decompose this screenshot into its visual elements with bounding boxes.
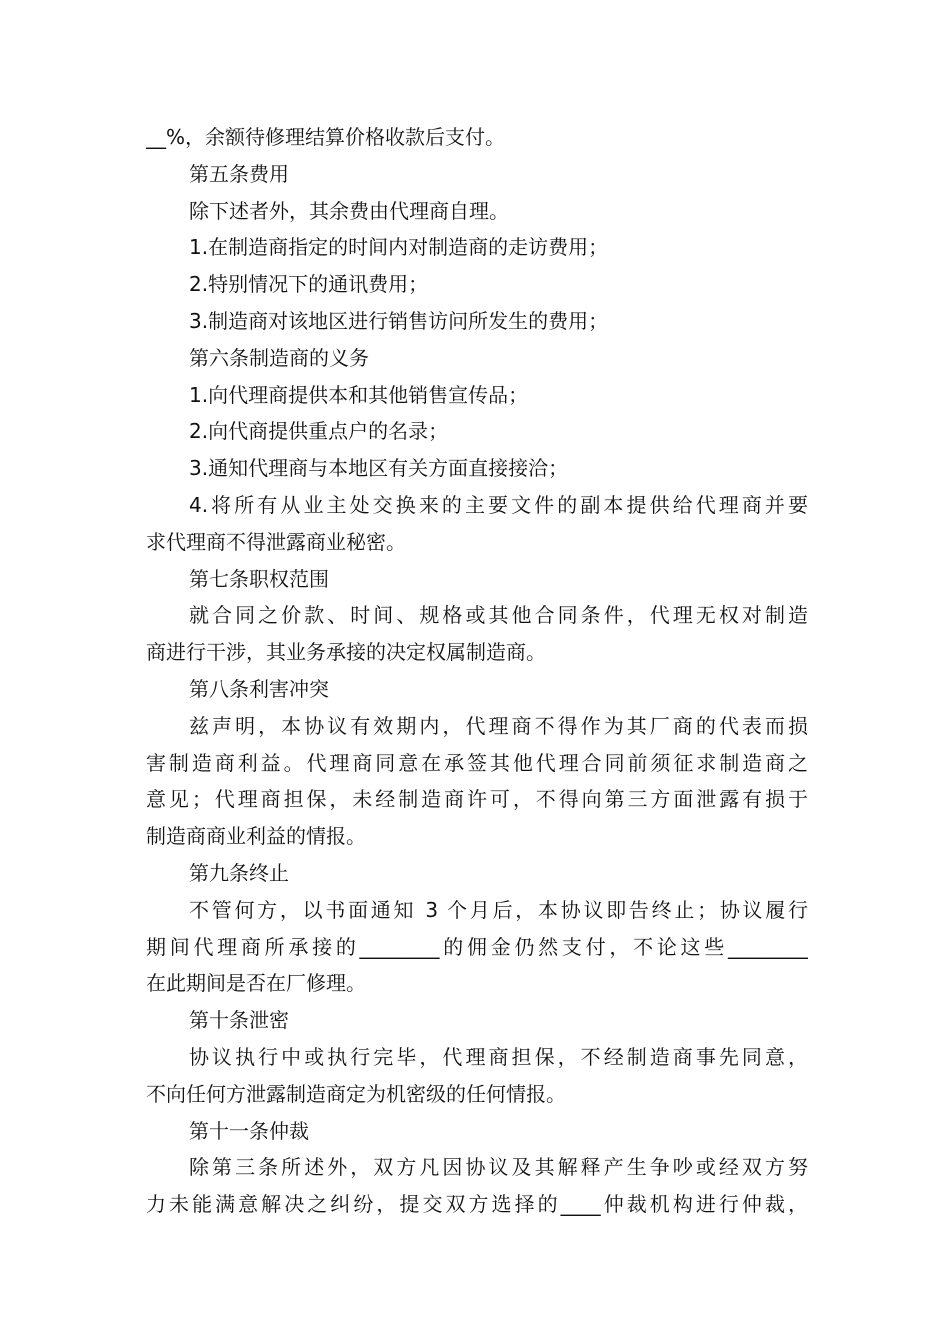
document-line: 在此期间是否在厂修理。 [146, 971, 366, 996]
document-line: 不管何方，以书面通知 3 个月后，本协议即告终止；协议履行 [189, 897, 808, 922]
document-line: 不向任何方泄露制造商定为机密级的任何情报。 [146, 1081, 566, 1106]
document-line: 力未能满意解决之纠纷，提交双方选择的____仲裁机构进行仲裁， [146, 1192, 808, 1217]
document-body [146, 119, 808, 1223]
document-line: 除第三条所述外，双方凡因协议及其解释产生争吵或经双方努 [189, 1155, 808, 1180]
document-line: 3.制造商对该地区进行销售访问所发生的费用； [189, 308, 609, 333]
document-line: 2.向代商提供重点户的名录； [189, 419, 449, 444]
document-line: 第五条费用 [189, 161, 289, 186]
document-line: 1.向代理商提供本和其他销售宣传品； [189, 382, 529, 407]
document-line: 害制造商利益。代理商同意在承签其他代理合同前须征求制造商之 [146, 750, 808, 775]
document-line: 期间代理商所承接的________的佣金仍然支付，不论这些________ [146, 934, 808, 959]
document-line: 3.通知代理商与本地区有关方面直接接洽； [189, 456, 569, 481]
document-line: 意见；代理商担保，未经制造商许可，不得向第三方面泄露有损于 [146, 787, 808, 812]
document-line: __%，余额待修理结算价格收款后支付。 [146, 125, 506, 149]
document-line: 除下述者外，其余费由代理商自理。 [189, 198, 509, 223]
document-line: 第六条制造商的义务 [189, 345, 369, 370]
document-line: 商进行干涉，其业务承接的决定权属制造商。 [146, 640, 546, 665]
document-line: 第七条职权范围 [189, 566, 329, 591]
document-line: 协议执行中或执行完毕，代理商担保，不经制造商事先同意， [189, 1044, 808, 1069]
document-line: 1.在制造商指定的时间内对制造商的走访费用； [189, 235, 609, 260]
document-line: 求代理商不得泄露商业秘密。 [146, 529, 406, 554]
document-line: 兹声明，本协议有效期内，代理商不得作为其厂商的代表而损 [189, 713, 808, 738]
document-line: 2.特别情况下的通讯费用； [189, 272, 429, 297]
document-line: 就合同之价款、时间、规格或其他合同条件，代理无权对制造 [189, 603, 808, 628]
document-line: 第九条终止 [189, 860, 289, 885]
document-line: 第十条泄密 [189, 1008, 289, 1033]
document-line: 第十一条仲裁 [189, 1118, 309, 1143]
document-line: 4.将所有从业主处交换来的主要文件的副本提供给代理商并要 [189, 492, 808, 517]
document-line: 制造商商业利益的情报。 [146, 824, 366, 849]
document-line: 第八条利害冲突 [189, 676, 329, 701]
